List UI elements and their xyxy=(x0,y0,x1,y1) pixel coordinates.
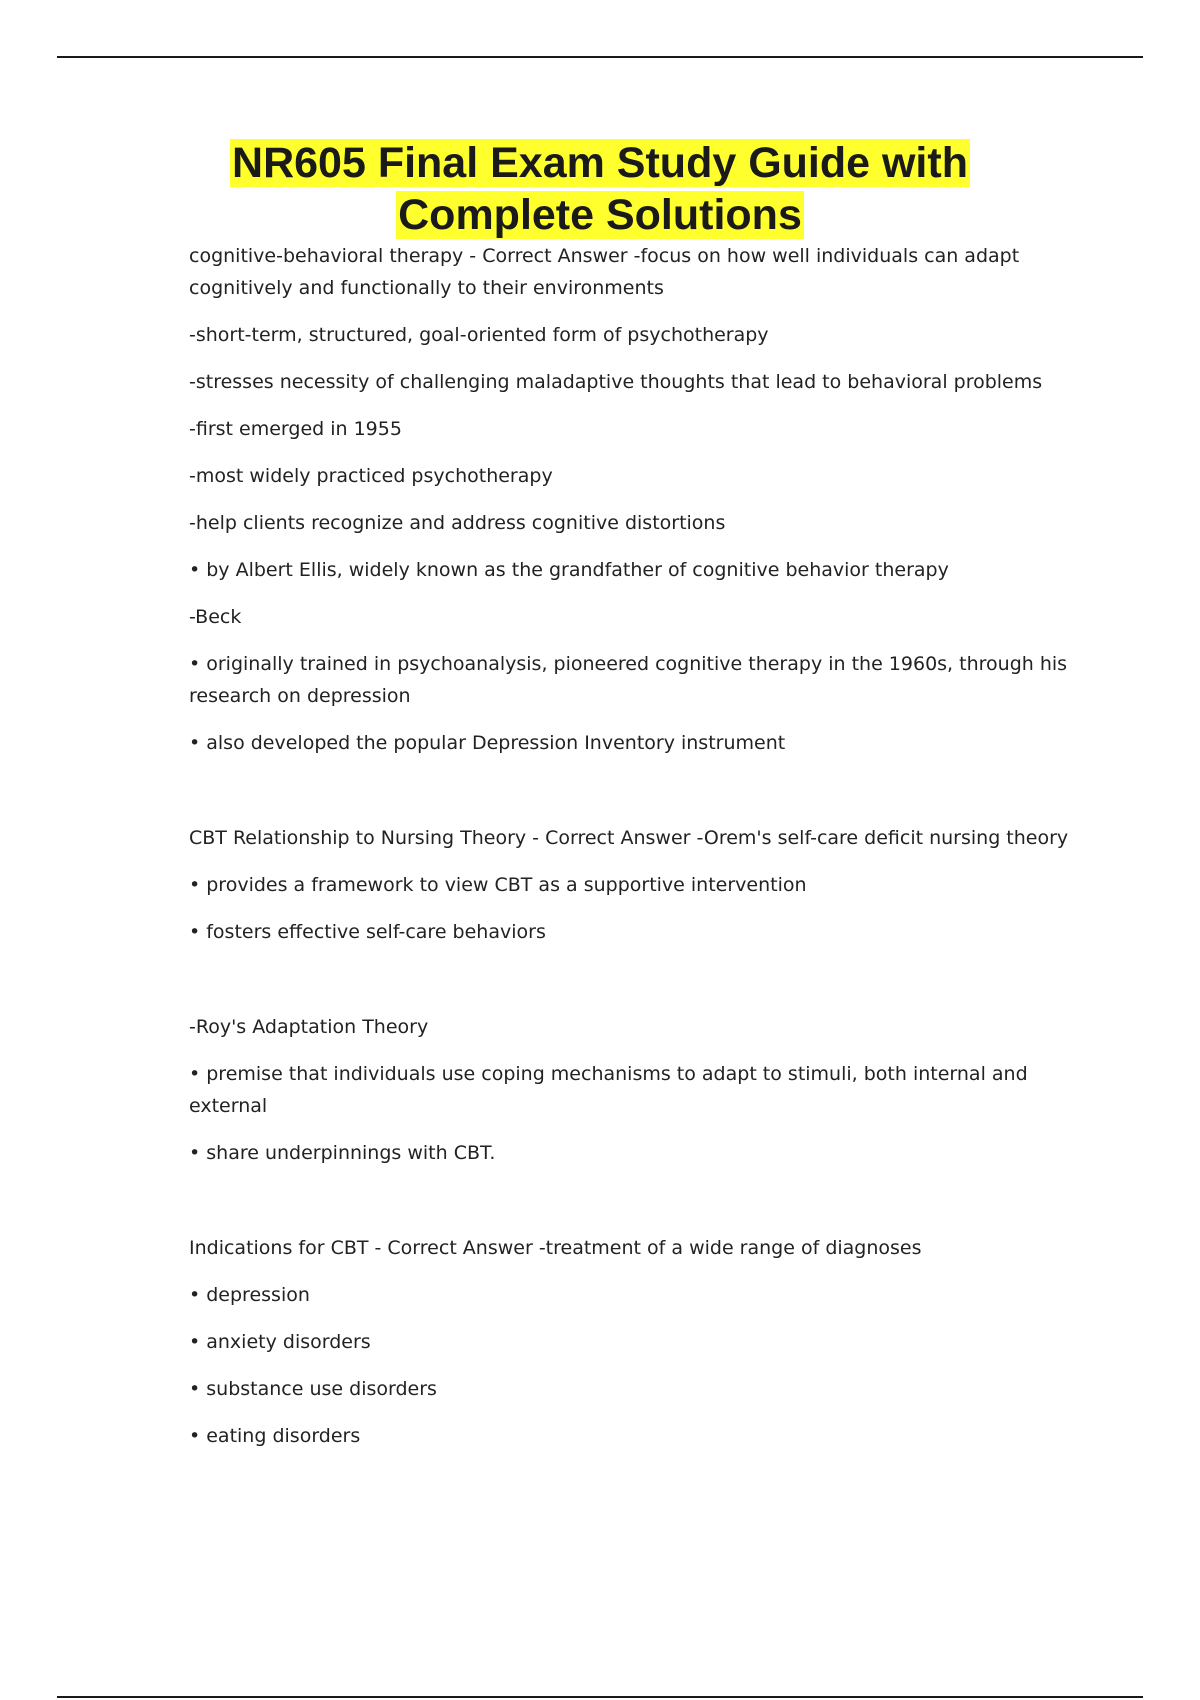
title-line-1: NR605 Final Exam Study Guide with xyxy=(232,139,968,187)
paragraph: • by Albert Ellis, widely known as the grandfather of cognitive behavior therapy xyxy=(189,559,949,581)
paragraph: -help clients recognize and address cognitive distortions xyxy=(189,512,726,534)
paragraph: • originally trained in psychoanalysis, pioneered cognitive therapy in the 1960s, through his research on depression xyxy=(189,653,1068,707)
paragraph: CBT Relationship to Nursing Theory - Correct Answer -Orem's self-care deficit nursing theory xyxy=(189,827,1069,849)
document-body xyxy=(189,240,1069,1467)
document-title xyxy=(0,137,1200,241)
section-roys-adaptation-theory xyxy=(189,1011,1069,1169)
paragraph: • also developed the popular Depression Inventory instrument xyxy=(189,732,786,754)
paragraph: • premise that individuals use coping mechanisms to adapt to stimuli, both internal and external xyxy=(189,1063,1028,1117)
paragraph: • share underpinnings with CBT. xyxy=(189,1142,496,1164)
paragraph: • substance use disorders xyxy=(189,1378,437,1400)
section-spacer xyxy=(189,963,1069,1011)
paragraph: -short-term, structured, goal-oriented form of psychotherapy xyxy=(189,324,769,346)
title-line-2: Complete Solutions xyxy=(398,191,802,239)
paragraph: -first emerged in 1955 xyxy=(189,418,402,440)
section-cbt-nursing-theory xyxy=(189,822,1069,948)
section-indications-for-cbt xyxy=(189,1232,1069,1452)
paragraph: • provides a framework to view CBT as a supportive intervention xyxy=(189,874,807,896)
paragraph: • depression xyxy=(189,1284,310,1306)
paragraph: • eating disorders xyxy=(189,1425,361,1447)
section-cognitive-behavioral-therapy xyxy=(189,240,1069,759)
paragraph: -most widely practiced psychotherapy xyxy=(189,465,553,487)
paragraph: -Roy's Adaptation Theory xyxy=(189,1016,429,1038)
bottom-rule xyxy=(57,1696,1143,1698)
top-rule xyxy=(57,56,1143,58)
paragraph: cognitive-behavioral therapy - Correct Answer -focus on how well individuals can adapt cognitively and functionally to their environments xyxy=(189,245,1020,299)
section-spacer xyxy=(189,1184,1069,1232)
paragraph: • anxiety disorders xyxy=(189,1331,371,1353)
section-spacer xyxy=(189,774,1069,822)
paragraph: -stresses necessity of challenging maladaptive thoughts that lead to behavioral problems xyxy=(189,371,1043,393)
paragraph: -Beck xyxy=(189,606,242,628)
paragraph: • fosters effective self-care behaviors xyxy=(189,921,546,943)
paragraph: Indications for CBT - Correct Answer -treatment of a wide range of diagnoses xyxy=(189,1237,922,1259)
